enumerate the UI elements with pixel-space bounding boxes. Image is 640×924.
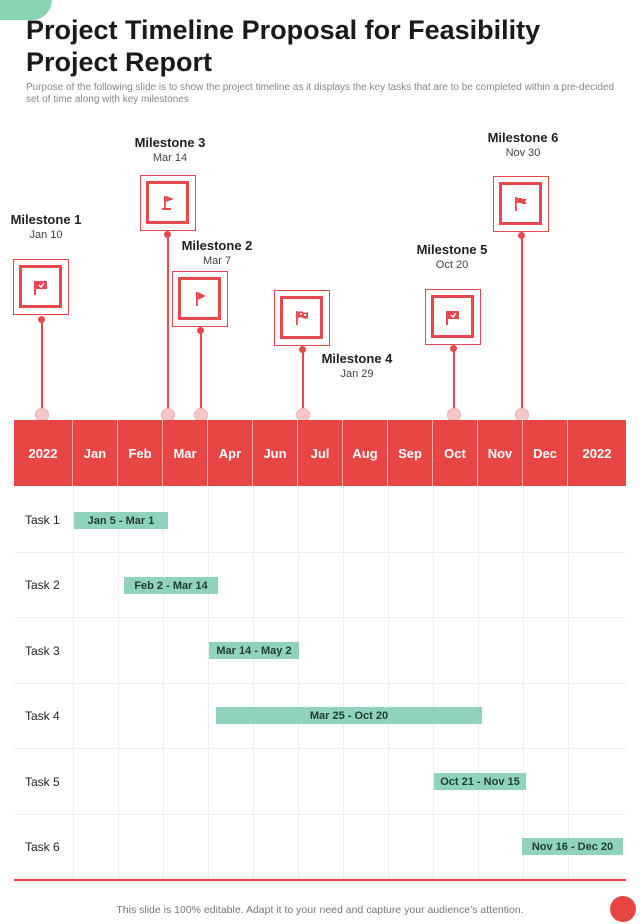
timeline-header-cell: Jun (253, 420, 298, 486)
timeline-header (14, 420, 626, 486)
milestone-2-icon-box (172, 271, 228, 327)
milestone-3-icon-box (140, 175, 196, 231)
milestone-name: Milestone 1 (10, 212, 82, 227)
timeline-header-cell: Mar (163, 420, 208, 486)
task-bar: Mar 25 - Oct 20 (216, 707, 482, 724)
milestone-6-label (463, 130, 583, 160)
task-label: Task 5 (25, 775, 60, 789)
milestone-5-icon-box (425, 289, 481, 345)
milestone-name: Milestone 6 (487, 130, 559, 145)
decorative-corner-dot (610, 896, 636, 922)
timeline-header-cell: Apr (208, 420, 253, 486)
milestone-6-icon-box (493, 176, 549, 232)
task-label: Task 6 (25, 840, 60, 854)
timeline-header-cell: Dec (523, 420, 568, 486)
task-label: Task 2 (25, 578, 60, 592)
milestone-4-label (297, 351, 417, 381)
milestone-5-label (392, 242, 512, 272)
milestone-1-icon-box (13, 259, 69, 315)
timeline-header-cell: Oct (433, 420, 478, 486)
milestone-name: Milestone 3 (134, 135, 206, 150)
milestone-date: Mar 14 (152, 152, 188, 164)
timeline-header-cell: Sep (388, 420, 433, 486)
page-title: Project Timeline Proposal for Feasibility Project Report (26, 15, 541, 77)
milestone-4-icon-box (274, 290, 330, 346)
milestone-name: Milestone 5 (416, 242, 488, 257)
milestone-stem (41, 320, 43, 416)
timeline-header-cell: Feb (118, 420, 163, 486)
milestone-1-label (0, 212, 106, 242)
timeline-header-cell: Nov (478, 420, 523, 486)
task-label: Task 3 (25, 644, 60, 658)
flag-check-icon (32, 278, 50, 296)
timeline-header-cell: Jul (298, 420, 343, 486)
milestone-3-label (110, 135, 230, 165)
flag-waving-icon (293, 309, 311, 327)
grid-bottom-border (14, 879, 626, 881)
timeline-header-cell: Jan (73, 420, 118, 486)
flag-with-stand-icon (159, 194, 177, 212)
milestone-name: Milestone 4 (321, 351, 393, 366)
milestone-name: Milestone 2 (181, 238, 253, 253)
milestone-date: Jan 10 (29, 229, 63, 241)
task-bar: Oct 21 - Nov 15 (434, 773, 526, 790)
task-bar: Jan 5 - Mar 1 (74, 512, 168, 529)
milestone-date: Oct 20 (435, 259, 469, 271)
timeline-header-cell: 2022 (14, 420, 73, 486)
timeline-header-cell: 2022 (582, 445, 612, 461)
milestone-date: Nov 30 (505, 147, 541, 159)
milestone-2-label (157, 238, 277, 268)
milestone-stem (200, 331, 202, 416)
timeline-header-cell: Aug (343, 420, 388, 486)
milestone-stem (521, 236, 523, 416)
task-label: Task 4 (25, 709, 60, 723)
task-bar: Feb 2 - Mar 14 (124, 577, 218, 594)
timeline-grid (14, 486, 626, 880)
task-label: Task 1 (25, 513, 60, 527)
flag-check-icon (444, 308, 462, 326)
flag-split-icon (512, 195, 530, 213)
milestone-date: Jan 29 (340, 368, 374, 380)
milestone-stem (453, 349, 455, 416)
footer-note: This slide is 100% editable. Adapt it to your need and capture your audience’s attention. (116, 904, 524, 916)
flag-pennant-icon (191, 290, 209, 308)
task-bar: Mar 14 - May 2 (209, 642, 299, 659)
task-bar: Nov 16 - Dec 20 (522, 838, 623, 855)
page-subtitle: Purpose of the following slide is to show the project timeline as it displays the key tasks that are to be completed within a pre-decided set of time along with key milestones (26, 82, 615, 105)
milestone-date: Mar 7 (202, 255, 232, 267)
